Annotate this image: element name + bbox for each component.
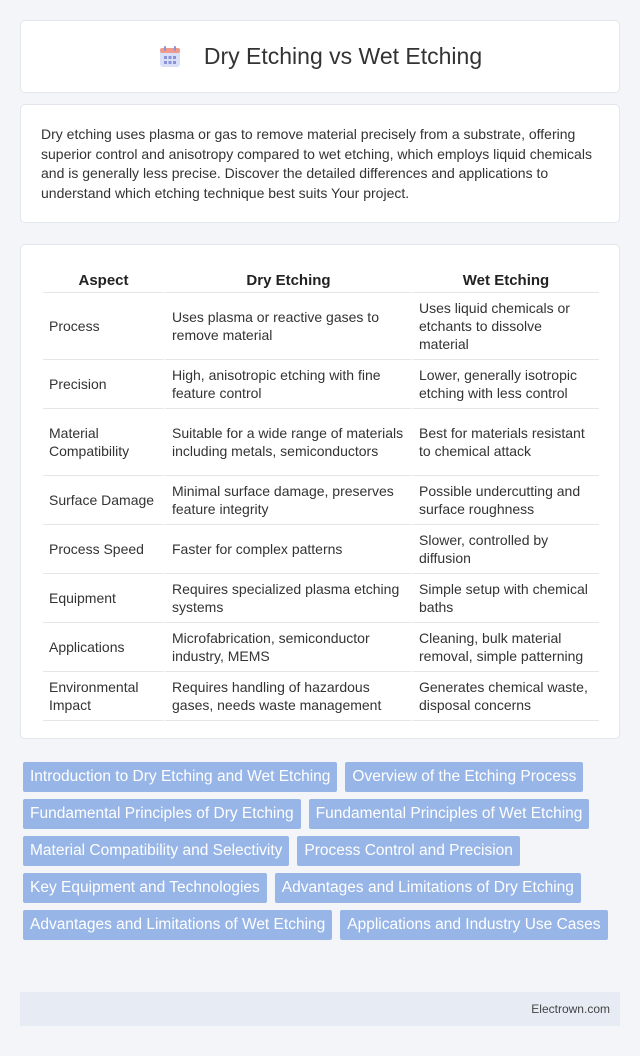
topic-link[interactable]: Fundamental Principles of Wet Etching (309, 799, 590, 829)
table-cell-aspect: Precision (43, 360, 164, 409)
table-cell-aspect: Equipment (43, 574, 164, 623)
table-cell-aspect: Process (43, 293, 164, 360)
table-row (43, 476, 599, 525)
table-cell-wet: Best for materials resistant to chemical attack (411, 409, 599, 476)
table-cell-wet: Slower, controlled by diffusion (411, 525, 599, 574)
topic-link[interactable]: Overview of the Etching Process (345, 762, 583, 792)
column-header-wet-etching: Wet Etching (411, 265, 599, 293)
topic-link[interactable]: Material Compatibility and Selectivity (23, 836, 289, 866)
comparison-card (20, 244, 620, 739)
table-cell-dry: Minimal surface damage, preserves feature integrity (164, 476, 411, 525)
table-cell-dry: Faster for complex patterns (164, 525, 411, 574)
table-cell-wet: Cleaning, bulk material removal, simple patterning (411, 623, 599, 672)
intro-card (20, 104, 620, 223)
table-cell-dry: High, anisotropic etching with fine feature control (164, 360, 411, 409)
comparison-table (43, 265, 599, 721)
table-row (43, 525, 599, 574)
column-header-dry-etching: Dry Etching (164, 265, 411, 293)
table-row (43, 574, 599, 623)
table-cell-wet: Simple setup with chemical baths (411, 574, 599, 623)
topic-link[interactable]: Applications and Industry Use Cases (340, 910, 607, 940)
table-cell-dry: Requires specialized plasma etching systems (164, 574, 411, 623)
table-cell-dry: Suitable for a wide range of materials including metals, semiconductors (164, 409, 411, 476)
topic-link[interactable]: Advantages and Limitations of Wet Etching (23, 910, 332, 940)
table-row (43, 409, 599, 476)
table-cell-wet: Generates chemical waste, disposal concerns (411, 672, 599, 721)
footer-site-name: Electrown.com (531, 1002, 610, 1016)
table-cell-dry: Uses plasma or reactive gases to remove material (164, 293, 411, 360)
topic-link[interactable]: Introduction to Dry Etching and Wet Etching (23, 762, 337, 792)
table-row (43, 293, 599, 360)
calendar-icon (158, 45, 182, 69)
table-cell-aspect: Material Compatibility (43, 409, 164, 476)
table-cell-wet: Uses liquid chemicals or etchants to dissolve material (411, 293, 599, 360)
topic-link[interactable]: Process Control and Precision (297, 836, 520, 866)
table-header-row (43, 265, 599, 293)
page-title: Dry Etching vs Wet Etching (203, 43, 483, 69)
table-cell-aspect: Environmental Impact (43, 672, 164, 721)
topic-link[interactable]: Key Equipment and Technologies (23, 873, 267, 903)
table-cell-aspect: Surface Damage (43, 476, 164, 525)
related-topics (23, 762, 623, 947)
table-cell-dry: Microfabrication, semiconductor industry, MEMS (164, 623, 411, 672)
topic-link[interactable]: Advantages and Limitations of Dry Etching (275, 873, 581, 903)
table-cell-aspect: Applications (43, 623, 164, 672)
header-card (20, 20, 620, 93)
table-cell-dry: Requires handling of hazardous gases, needs waste management (164, 672, 411, 721)
table-cell-aspect: Process Speed (43, 525, 164, 574)
intro-text: Dry etching uses plasma or gas to remove material precisely from a substrate, offering superior control and anisotropy compared to wet etching, which employs liquid chemicals and is generally less precise. Discover the detailed differences and applications to understand which etching technique best suits Your project. (41, 126, 592, 201)
footer (20, 992, 620, 1026)
topic-link[interactable]: Fundamental Principles of Dry Etching (23, 799, 301, 829)
table-cell-wet: Lower, generally isotropic etching with less control (411, 360, 599, 409)
table-row (43, 623, 599, 672)
column-header-aspect: Aspect (43, 265, 164, 293)
table-row (43, 360, 599, 409)
table-row (43, 672, 599, 721)
table-cell-wet: Possible undercutting and surface roughness (411, 476, 599, 525)
